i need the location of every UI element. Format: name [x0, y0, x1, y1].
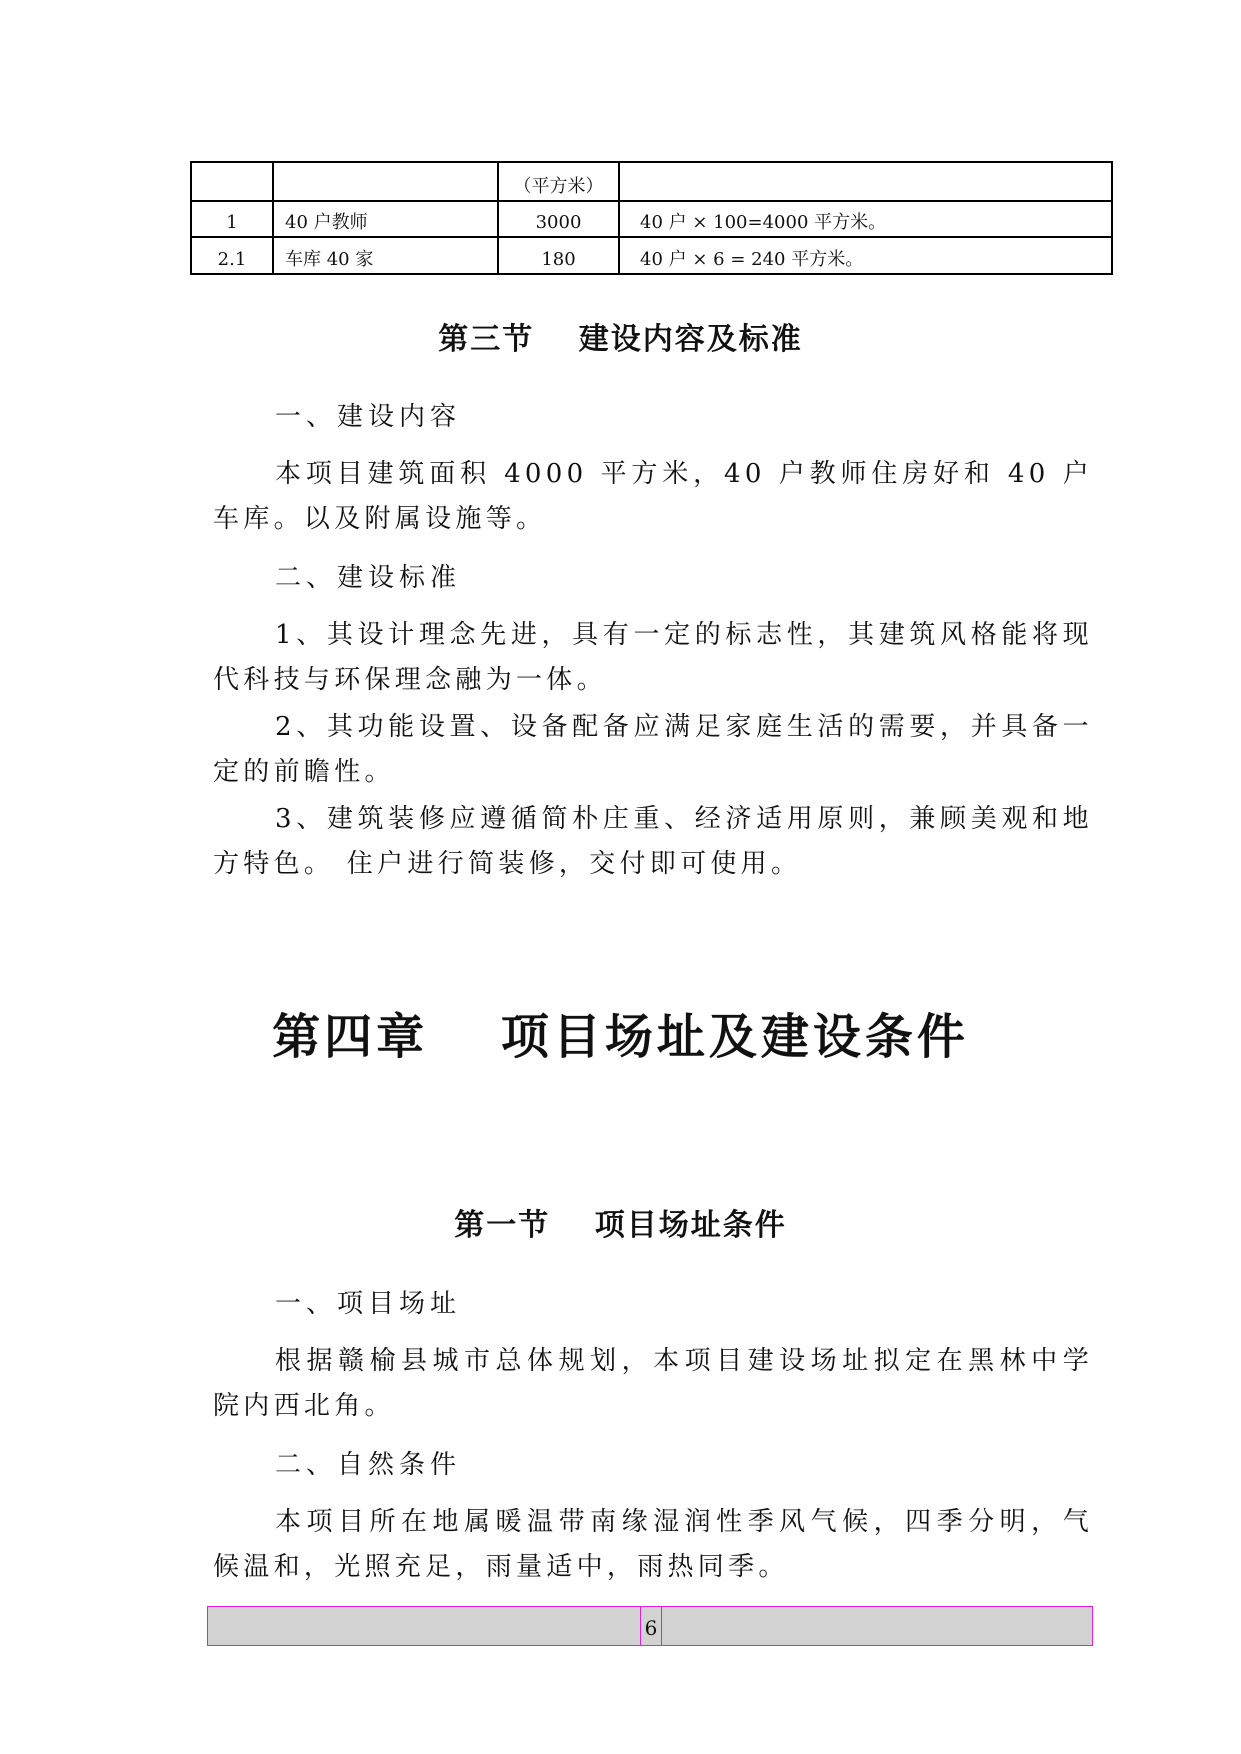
area-table: [190, 161, 1113, 275]
table-cell-area: 3000: [498, 201, 619, 238]
table-row: [191, 237, 1112, 274]
table-cell-note: 40 户 × 100=4000 平方米。: [619, 201, 1112, 238]
table-row: [191, 162, 1112, 201]
section-1-title: 第一节 项目场址条件: [454, 1208, 787, 1243]
section-1-heading-2: 二、自然条件: [275, 1450, 462, 1480]
table-cell-note: 40 户 × 6 = 240 平方米。: [619, 237, 1112, 274]
section-3-heading-2: 二、建设标准: [275, 563, 462, 593]
section-3-paragraph-1: 本项目建筑面积 4000 平方米，40 户教师住房好和 40 户车库。以及附属设施等。: [213, 459, 1093, 534]
table-cell-no: 2.1: [191, 237, 273, 274]
section-3-title: 第三节 建设内容及标准: [438, 322, 803, 357]
table-cell-item: 40 户教师: [273, 201, 498, 238]
chapter-4-title: 第四章 项目场址及建设条件: [272, 1009, 969, 1065]
table-cell-item: 车库 40 家: [273, 237, 498, 274]
page-number: 6: [640, 1606, 662, 1646]
table-cell-item: [273, 162, 498, 201]
section-1-paragraph-2: 本项目所在地属暖温带南缘湿润性季风气候，四季分明，气候温和，光照充足，雨量适中，雨热同季。: [213, 1507, 1093, 1582]
section-3-paragraph-4: 3、建筑装修应遵循简朴庄重、经济适用原则，兼顾美观和地方特色。 住户进行简装修，交付即可使用。: [213, 804, 1093, 879]
section-3-heading-1: 一、建设内容: [275, 402, 462, 432]
section-3-paragraph-2: 1、其设计理念先进，具有一定的标志性，其建筑风格能将现代科技与环保理念融为一体。: [213, 620, 1093, 695]
section-3-paragraph-3: 2、其功能设置、设备配备应满足家庭生活的需要，并具备一定的前瞻性。: [213, 712, 1093, 787]
table-row: [191, 201, 1112, 238]
section-1-heading-1: 一、项目场址: [275, 1289, 462, 1319]
table-cell-note: [619, 162, 1112, 201]
table-cell-area: 180: [498, 237, 619, 274]
table-cell-area: （平方米）: [498, 162, 619, 201]
table-cell-no: [191, 162, 273, 201]
section-1-paragraph-1: 根据赣榆县城市总体规划，本项目建设场址拟定在黑林中学院内西北角。: [213, 1346, 1093, 1421]
table-cell-no: 1: [191, 201, 273, 238]
